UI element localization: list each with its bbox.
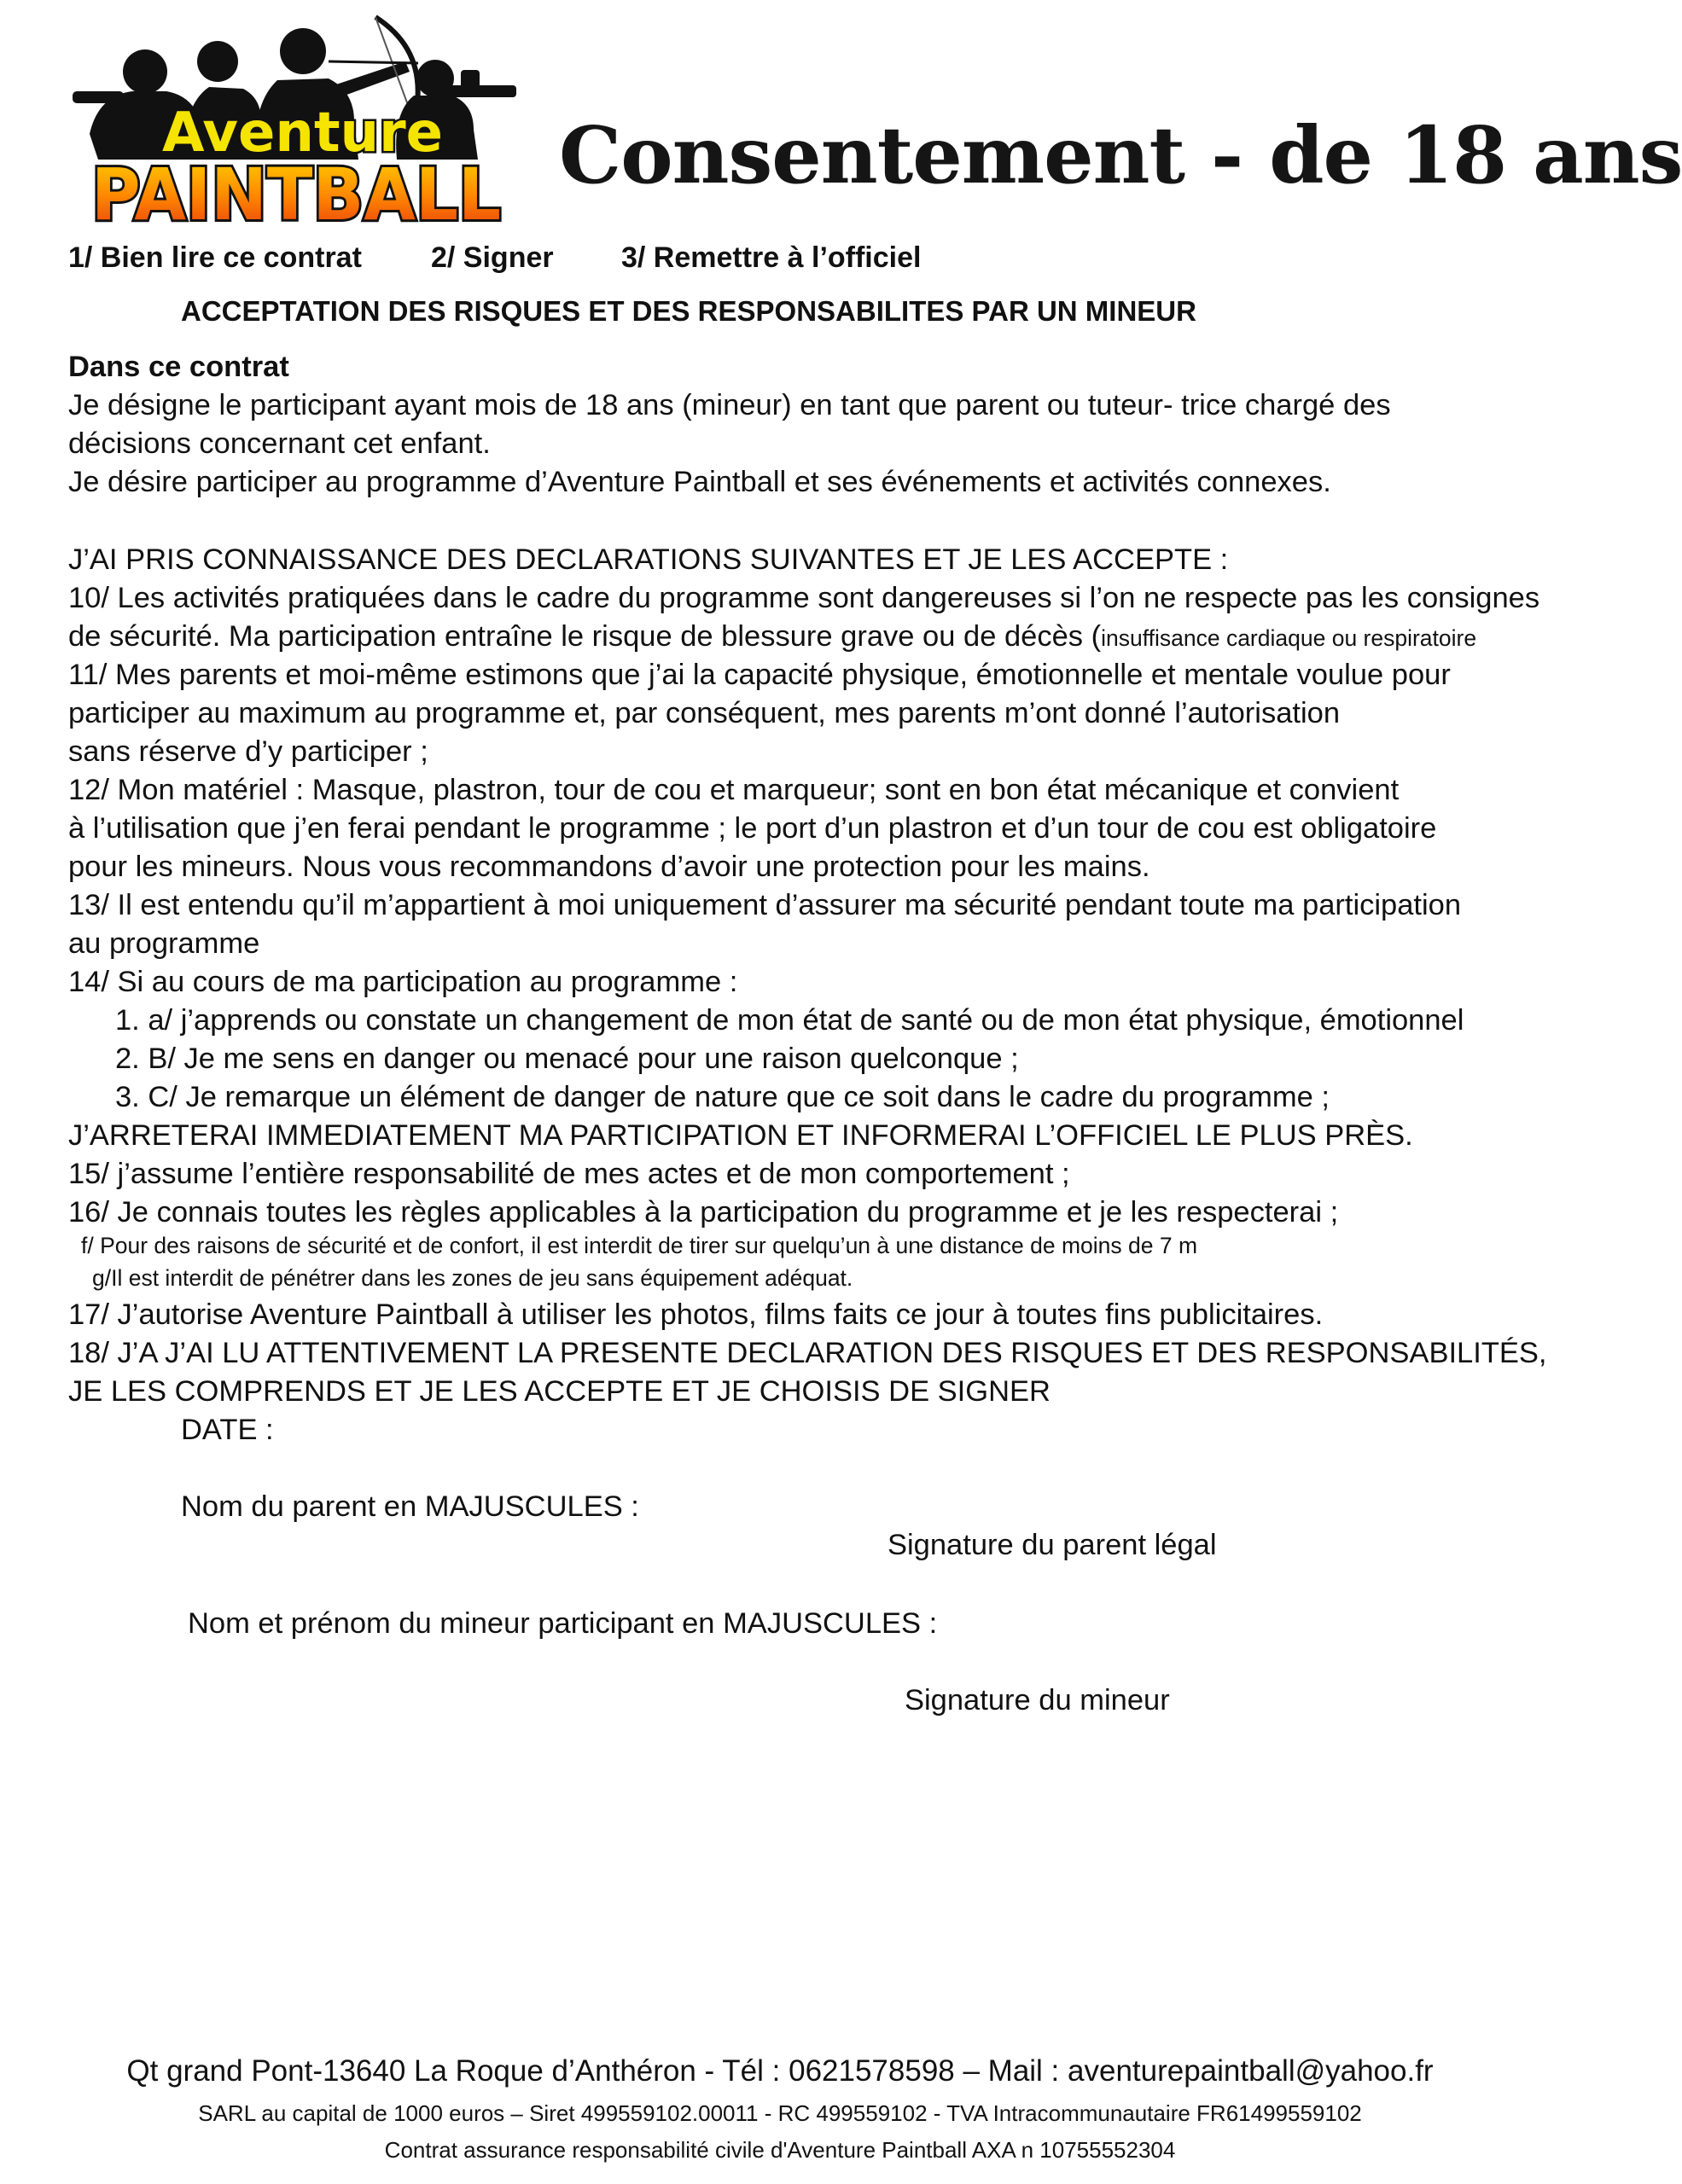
step-3: 3/ Remettre à l’officiel bbox=[621, 241, 922, 274]
parent-signature-label: Signature du parent légal bbox=[888, 1529, 1217, 1561]
item-11-line: 11/ Mes parents et moi-même estimons que j’ai la capacité physique, émotionnelle et mentale voulue pour bbox=[68, 659, 1451, 691]
item-17-line: 17/ J’autorise Aventure Paintball à utiliser les photos, films faits ce jour à toutes fins publicitaires. bbox=[68, 1298, 1324, 1331]
page-title: Consentement - de 18 ans bbox=[559, 109, 1682, 201]
item-18-line: JE LES COMPRENDS ET JE LES ACCEPTE ET JE CHOISIS DE SIGNER bbox=[68, 1375, 1051, 1408]
minor-name-label: Nom et prénom du mineur participant en MAJUSCULES : bbox=[188, 1607, 938, 1640]
item-16-g: g/Il est interdit de pénétrer dans les zones de jeu sans équipement adéquat. bbox=[92, 1265, 853, 1291]
item-10-small-text: insuffisance cardiaque ou respiratoire bbox=[1101, 625, 1477, 651]
item-13-line: 13/ Il est entendu qu’il m’appartient à moi uniquement d’assurer ma sécurité pendant toute ma participation bbox=[68, 889, 1462, 921]
item-10-line bbox=[68, 620, 1476, 654]
item-14-list-item: 3. C/ Je remarque un élément de danger de nature que ce soit dans le cadre du programme ; bbox=[115, 1081, 1330, 1113]
document-subtitle: ACCEPTATION DES RISQUES ET DES RESPONSABILITES PAR UN MINEUR bbox=[181, 295, 1196, 327]
item-16-line: 16/ Je connais toutes les règles applicables à la participation du programme et je les respecterai ; bbox=[68, 1196, 1339, 1228]
item-14-line: 14/ Si au cours de ma participation au programme : bbox=[68, 966, 738, 998]
item-12-line: pour les mineurs. Nous vous recommandons d’avoir une protection pour les mains. bbox=[68, 851, 1150, 883]
minor-signature-label: Signature du mineur bbox=[905, 1684, 1170, 1716]
step-2: 2/ Signer bbox=[431, 241, 554, 274]
item-12-line: à l’utilisation que j’en ferai pendant le programme ; le port d’un plastron et d’un tour de cou est obligatoire bbox=[68, 812, 1437, 845]
declarations-heading: J’AI PRIS CONNAISSANCE DES DECLARATIONS SUIVANTES ET JE LES ACCEPTE : bbox=[68, 543, 1229, 576]
intro-line: Je désire participer au programme d’Aventure Paintball et ses événements et activités connexes. bbox=[68, 466, 1331, 498]
item-10-line: 10/ Les activités pratiquées dans le cadre du programme sont dangereuses si l’on ne respecte pas les consignes bbox=[68, 582, 1540, 614]
stop-statement: J’ARRETERAI IMMEDIATEMENT MA PARTICIPATION ET INFORMERAI L’OFFICIEL LE PLUS PRÈS. bbox=[68, 1119, 1413, 1152]
intro-line: décisions concernant cet enfant. bbox=[68, 427, 491, 460]
item-10-text: de sécurité. Ma participation entraîne le risque de blessure grave ou de décès ( bbox=[68, 620, 1102, 653]
item-13-line: au programme bbox=[68, 927, 260, 960]
parent-name-label: Nom du parent en MAJUSCULES : bbox=[181, 1490, 639, 1523]
item-15-line: 15/ j’assume l’entière responsabilité de mes actes et de mon comportement ; bbox=[68, 1158, 1070, 1190]
footer-company: SARL au capital de 1000 euros – Siret 499559102.00011 - RC 499559102 - TVA Intracommunautaire FR61499559102 bbox=[198, 2100, 1362, 2126]
item-12-line: 12/ Mon matériel : Masque, plastron, tour de cou et marqueur; sont en bon état mécanique et convient bbox=[68, 774, 1400, 806]
item-18-line: 18/ J’A J’AI LU ATTENTIVEMENT LA PRESENTE DECLARATION DES RISQUES ET DES RESPONSABILITÉS, bbox=[68, 1337, 1547, 1369]
intro-heading: Dans ce contrat bbox=[68, 351, 289, 383]
logo-line2: PAINTBALL bbox=[91, 153, 501, 236]
logo-line1: Aventure bbox=[162, 102, 444, 165]
item-14-list-item: 1. a/ j’apprends ou constate un changement de mon état de santé ou de mon état physique, émotionnel bbox=[115, 1004, 1464, 1037]
item-11-line: participer au maximum au programme et, par conséquent, mes parents m’ont donné l’autorisation bbox=[68, 697, 1341, 729]
aventure-paintball-logo bbox=[73, 10, 516, 236]
intro-line: Je désigne le participant ayant mois de 18 ans (mineur) en tant que parent ou tuteur- trice chargé des bbox=[68, 389, 1391, 421]
date-label: DATE : bbox=[181, 1414, 274, 1446]
step-1: 1/ Bien lire ce contrat bbox=[68, 241, 362, 274]
item-14-list-item: 2. B/ Je me sens en danger ou menacé pour une raison quelconque ; bbox=[115, 1043, 1019, 1075]
footer-insurance: Contrat assurance responsabilité civile d'Aventure Paintball AXA n 10755552304 bbox=[384, 2137, 1176, 2163]
item-16-f: f/ Pour des raisons de sécurité et de confort, il est interdit de tirer sur quelqu’un à une distance de moins de 7 m bbox=[81, 1233, 1198, 1258]
item-11-line: sans réserve d’y participer ; bbox=[68, 735, 428, 768]
footer-address: Qt grand Pont-13640 La Roque d’Anthéron - Tél : 0621578598 – Mail : aventurepaintball@yahoo.fr bbox=[126, 2054, 1434, 2088]
